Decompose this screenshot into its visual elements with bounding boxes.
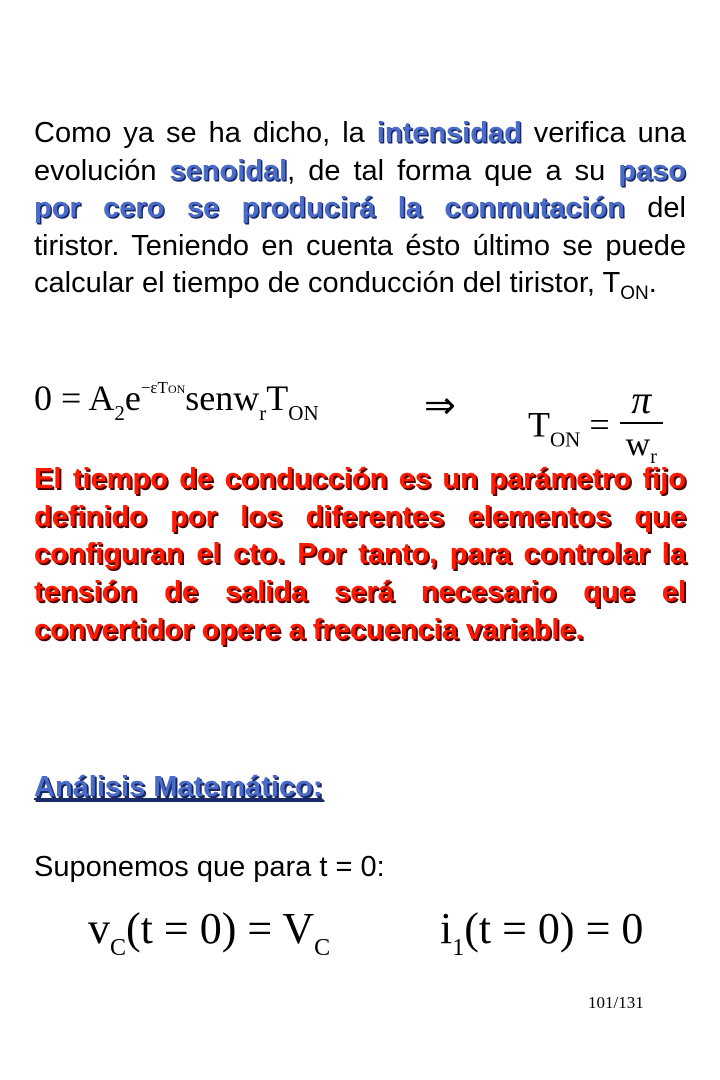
implies-icon: ⇒ [424, 383, 456, 427]
eq1-t-subscript: ON [288, 401, 319, 425]
eq1-a-subscript: 2 [114, 401, 125, 425]
eq4-body: (t = 0) = 0 [464, 904, 644, 953]
eq1-sine: senw [185, 378, 260, 418]
eq1-exponent [141, 378, 185, 397]
eq2-numerator: π [620, 378, 663, 424]
eq1-exponent-subscript: ON [167, 382, 186, 396]
equation-initial-current [440, 903, 643, 962]
highlight-intensidad: intensidad [376, 117, 522, 149]
intro-text-2: verifica una evolución [34, 117, 687, 187]
eq4-i: i [440, 904, 453, 953]
section-heading: Análisis Matemático: [34, 771, 323, 803]
eq3-v-subscript: C [110, 935, 127, 961]
intro-text-1: Como ya se ha dicho, la [34, 117, 377, 149]
intro-text-3: , de tal forma que a su [287, 154, 619, 187]
eq2-t: T [528, 404, 550, 445]
eq1-r-subscript: r [259, 401, 267, 425]
assumption-paragraph: Suponemos que para t = 0: [34, 851, 385, 883]
eq2-equals: = [589, 404, 610, 445]
eq1-t: T [266, 378, 289, 418]
eq2-t-subscript: ON [550, 427, 581, 452]
page-number: 101/131 [588, 993, 644, 1012]
equation-zero-crossing [34, 377, 319, 426]
highlight-paso-por-cero: paso por cero se producirá la conmutación [34, 154, 686, 224]
eq3-V-subscript: C [314, 935, 331, 961]
eq4-i-subscript: 1 [452, 935, 465, 961]
eq1-lhs: 0 = A [34, 378, 115, 418]
intro-text-4: del tiristor. Teniendo en cuenta ésto último se puede calcular el tiempo de conducción del tiristor, T [34, 192, 686, 299]
highlight-senoidal: senoidal [169, 154, 288, 187]
intro-paragraph [34, 115, 686, 303]
eq1-exponential: e [124, 378, 141, 418]
intro-subscript-on: ON [620, 283, 649, 304]
intro-text-5: . [648, 267, 657, 299]
eq2-denominator-w: w [625, 426, 651, 463]
conduction-time-paragraph: El tiempo de conducción es un parámetro fijo definido por los diferentes elementos que configuran el cto. Por tanto, para controlar la tensión de salida será necesario que el convertidor opere a frecuencia variable. [34, 463, 686, 646]
eq3-body: (t = 0) = V [126, 904, 315, 953]
eq3-v: v [88, 904, 110, 953]
equation-initial-voltage [88, 903, 330, 962]
eq1-exponent-text: −εT [140, 378, 168, 397]
eq2-denominator-subscript: r [650, 446, 657, 468]
